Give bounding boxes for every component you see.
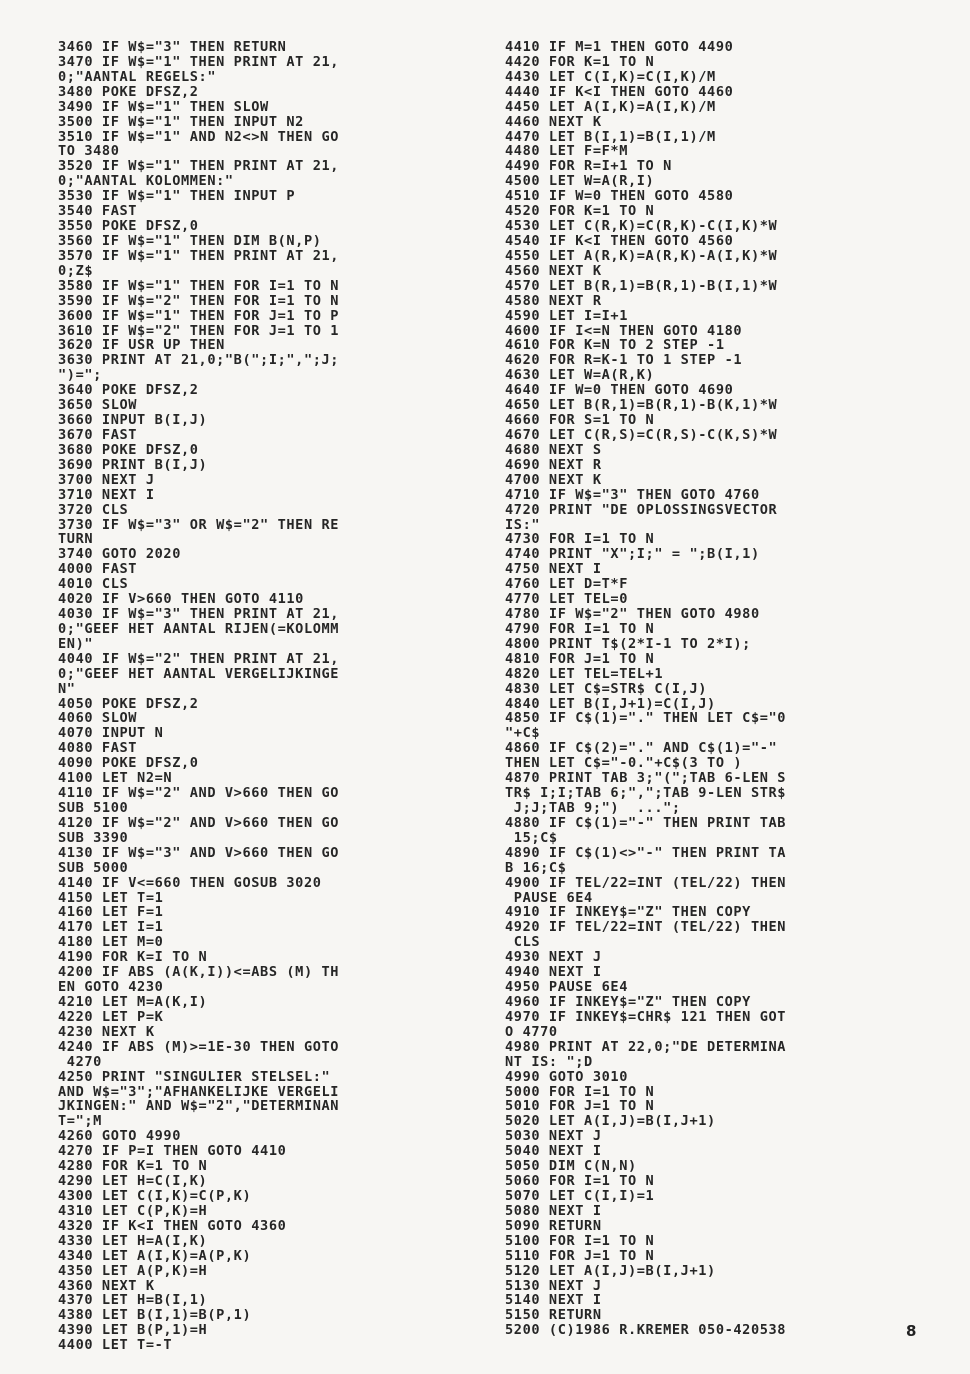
code-line: 3590 IF W$="2" THEN FOR I=1 TO N [58, 292, 340, 309]
code-line: 4790 FOR I=1 TO N [505, 620, 655, 637]
code-line: 4600 IF I<=N THEN GOTO 4180 [505, 322, 743, 339]
code-line: 4830 LET C$=STR$ C(I,J) [505, 680, 708, 697]
code-line: 4020 IF V>660 THEN GOTO 4110 [58, 591, 304, 608]
code-line: 4740 PRINT "X";I;" = ";B(I,1) [505, 546, 760, 563]
code-line: 4440 IF K<I THEN GOTO 4460 [505, 83, 734, 100]
code-line: 5130 NEXT J [505, 1277, 602, 1294]
code-line: 4640 IF W=0 THEN GOTO 4690 [505, 382, 734, 399]
code-line: 3670 FAST [58, 426, 138, 443]
code-line: JKINGEN:" AND W$="2","DETERMINAN [58, 1098, 340, 1115]
code-line: 0;Z$ [58, 262, 94, 279]
code-line: 4200 IF ABS (A(K,I))<=ABS (M) TH [58, 964, 340, 981]
code-line: 4420 FOR K=1 TO N [505, 53, 655, 70]
code-line: 4710 IF W$="3" THEN GOTO 4760 [505, 486, 760, 503]
code-line: 4120 IF W$="2" AND V>660 THEN GO [58, 814, 340, 831]
code-line: 4980 PRINT AT 22,0;"DE DETERMINA [505, 1038, 787, 1055]
code-line: 4930 NEXT J [505, 949, 602, 966]
code-line: 4550 LET A(R,K)=A(R,K)-A(I,K)*W [505, 247, 778, 264]
code-line: 4840 LET B(I,J+1)=C(I,J) [505, 695, 716, 712]
code-line: 0;"GEEF HET AANTAL RIJEN(=KOLOMM [58, 620, 340, 637]
code-line: 3740 GOTO 2020 [58, 546, 181, 563]
code-line: N" [58, 680, 76, 697]
code-line: 5140 NEXT I [505, 1292, 602, 1309]
code-line: 4070 INPUT N [58, 725, 164, 742]
code-line: 4090 POKE DFSZ,0 [58, 755, 199, 772]
code-line: 5070 LET C(I,I)=1 [505, 1187, 655, 1204]
code-line: 4390 LET B(P,1)=H [58, 1322, 208, 1339]
code-line: 4770 LET TEL=0 [505, 591, 628, 608]
code-line: 4030 IF W$="3" THEN PRINT AT 21, [58, 606, 340, 623]
code-line: NT IS: ";D [505, 1053, 593, 1070]
code-line: 4670 LET C(R,S)=C(R,S)-C(K,S)*W [505, 426, 778, 443]
code-line: THEN LET C$="-0."+C$(3 TO ) [505, 755, 743, 772]
code-line: 5060 FOR I=1 TO N [505, 1173, 655, 1190]
code-line: 3700 NEXT J [58, 471, 155, 488]
code-line: PAUSE 6E4 [505, 889, 593, 906]
code-line: T=";M [58, 1113, 102, 1130]
code-line: 3530 IF W$="1" THEN INPUT P [58, 188, 296, 205]
code-line: 3510 IF W$="1" AND N2<>N THEN GO [58, 128, 340, 145]
code-line: TURN [58, 531, 94, 548]
code-line: 4590 LET I=I+1 [505, 307, 628, 324]
code-line: 4180 LET M=0 [58, 934, 164, 951]
code-line: 4480 LET F=F*M [505, 143, 628, 160]
code-line: 4450 LET A(I,K)=A(I,K)/M [505, 98, 716, 115]
code-line: 3630 PRINT AT 21,0;"B(";I;",";J; [58, 352, 340, 369]
code-line: 4580 NEXT R [505, 292, 602, 309]
code-line: 4320 IF K<I THEN GOTO 4360 [58, 1217, 287, 1234]
code-line: AND W$="3";"AFHANKELIJKE VERGELI [58, 1083, 340, 1100]
code-line: 4690 NEXT R [505, 456, 602, 473]
code-line: 4470 LET B(I,1)=B(I,1)/M [505, 128, 716, 145]
code-line: 15;C$ [505, 829, 558, 846]
code-line: J;J;TAB 9;") ..."; [505, 800, 681, 817]
code-line: TO 3480 [58, 143, 120, 160]
code-line: 4500 LET W=A(R,I) [505, 173, 655, 190]
code-line: 4060 SLOW [58, 710, 138, 727]
code-line: 4820 LET TEL=TEL+1 [505, 665, 664, 682]
code-line: 4530 LET C(R,K)=C(R,K)-C(I,K)*W [505, 218, 778, 235]
code-line: SUB 5100 [58, 800, 129, 817]
code-line: 4190 FOR K=I TO N [58, 949, 208, 966]
code-line: 3550 POKE DFSZ,0 [58, 218, 199, 235]
code-line: 4370 LET H=B(I,1) [58, 1292, 208, 1309]
code-line: 3560 IF W$="1" THEN DIM B(N,P) [58, 232, 322, 249]
code-line: 5000 FOR I=1 TO N [505, 1083, 655, 1100]
code-line: 4240 IF ABS (M)>=1E-30 THEN GOTO [58, 1038, 340, 1055]
code-line: 4270 [58, 1053, 102, 1070]
code-line: CLS [505, 934, 541, 951]
code-line: 4750 NEXT I [505, 561, 602, 578]
code-line: 4490 FOR R=I+1 TO N [505, 158, 672, 175]
code-line: 3470 IF W$="1" THEN PRINT AT 21, [58, 53, 340, 70]
code-line: 4280 FOR K=1 TO N [58, 1158, 208, 1175]
code-line: 0;"GEEF HET AANTAL VERGELIJKINGE [58, 665, 340, 682]
code-line: 4270 IF P=I THEN GOTO 4410 [58, 1143, 287, 1160]
code-line: 0;"AANTAL KOLOMMEN:" [58, 173, 234, 190]
code-line: 4680 NEXT S [505, 441, 602, 458]
code-line: 5090 RETURN [505, 1217, 602, 1234]
code-line: 4220 LET P=K [58, 1008, 164, 1025]
code-line: 4720 PRINT "DE OPLOSSINGSVECTOR [505, 501, 778, 518]
code-line: 4700 NEXT K [505, 471, 602, 488]
code-line: 3620 IF USR UP THEN [58, 337, 225, 354]
code-line: 5020 LET A(I,J)=B(I,J+1) [505, 1113, 716, 1130]
code-line: O 4770 [505, 1023, 558, 1040]
code-line: 5050 DIM C(N,N) [505, 1158, 637, 1175]
code-line: 4040 IF W$="2" THEN PRINT AT 21, [58, 650, 340, 667]
code-line: 3680 POKE DFSZ,0 [58, 441, 199, 458]
code-line: 3580 IF W$="1" THEN FOR I=1 TO N [58, 277, 340, 294]
code-line: 4250 PRINT "SINGULIER STELSEL:" [58, 1068, 331, 1085]
code-line: 4410 IF M=1 THEN GOTO 4490 [505, 39, 734, 55]
code-line: 5110 FOR J=1 TO N [505, 1247, 655, 1264]
code-line: 3610 IF W$="2" THEN FOR J=1 TO 1 [58, 322, 340, 339]
listing-column-right [505, 40, 905, 1338]
code-line: 4290 LET H=C(I,K) [58, 1173, 208, 1190]
code-line: 4150 LET T=1 [58, 889, 164, 906]
code-line: 3600 IF W$="1" THEN FOR J=1 TO P [58, 307, 340, 324]
code-line: 3660 INPUT B(I,J) [58, 412, 208, 429]
code-line: 4760 LET D=T*F [505, 576, 628, 593]
code-line: 4910 IF INKEY$="Z" THEN COPY [505, 904, 751, 921]
code-line: 3460 IF W$="3" THEN RETURN [58, 39, 287, 55]
code-line: 3650 SLOW [58, 397, 138, 414]
code-line: TR$ I;I;TAB 6;",";TAB 9-LEN STR$ [505, 785, 787, 802]
code-line: 4560 NEXT K [505, 262, 602, 279]
code-line: 4460 NEXT K [505, 113, 602, 130]
code-line: 4000 FAST [58, 561, 138, 578]
code-line: 4800 PRINT T$(2*I-1 TO 2*I); [505, 635, 751, 652]
code-line: 4630 LET W=A(R,K) [505, 367, 655, 384]
code-line: 5010 FOR J=1 TO N [505, 1098, 655, 1115]
code-line: 3710 NEXT I [58, 486, 155, 503]
page-number: 8 [906, 1322, 917, 1340]
code-line: 3520 IF W$="1" THEN PRINT AT 21, [58, 158, 340, 175]
code-line: 4010 CLS [58, 576, 129, 593]
code-line: 4080 FAST [58, 740, 138, 757]
code-line: 3500 IF W$="1" THEN INPUT N2 [58, 113, 304, 130]
code-line: 5120 LET A(I,J)=B(I,J+1) [505, 1262, 716, 1279]
code-line: 3720 CLS [58, 501, 129, 518]
code-line: 4130 IF W$="3" AND V>660 THEN GO [58, 844, 340, 861]
code-line: 4310 LET C(P,K)=H [58, 1202, 208, 1219]
code-line: 5080 NEXT I [505, 1202, 602, 1219]
code-line: 4990 GOTO 3010 [505, 1068, 628, 1085]
code-line: 4920 IF TEL/22=INT (TEL/22) THEN [505, 919, 787, 936]
code-line: 4870 PRINT TAB 3;"(";TAB 6-LEN S [505, 770, 787, 787]
code-line: 4100 LET N2=N [58, 770, 173, 787]
code-line: 3690 PRINT B(I,J) [58, 456, 208, 473]
code-line: 3730 IF W$="3" OR W$="2" THEN RE [58, 516, 340, 533]
code-line: ")="; [58, 367, 102, 384]
code-line: 4970 IF INKEY$=CHR$ 121 THEN GOT [505, 1008, 787, 1025]
code-line: 4400 LET T=-T [58, 1337, 173, 1354]
code-line: 4260 GOTO 4990 [58, 1128, 181, 1145]
code-line: 4940 NEXT I [505, 964, 602, 981]
code-line: 4140 IF V<=660 THEN GOSUB 3020 [58, 874, 322, 891]
code-line: 4330 LET H=A(I,K) [58, 1232, 208, 1249]
code-line: 4380 LET B(I,1)=B(P,1) [58, 1307, 252, 1324]
code-line: 4170 LET I=1 [58, 919, 164, 936]
code-line: 5150 RETURN [505, 1307, 602, 1324]
code-line: 4510 IF W=0 THEN GOTO 4580 [505, 188, 734, 205]
code-line: 3490 IF W$="1" THEN SLOW [58, 98, 269, 115]
code-line: EN GOTO 4230 [58, 979, 164, 996]
code-line: "+C$ [505, 725, 541, 742]
code-line: 4880 IF C$(1)="-" THEN PRINT TAB [505, 814, 787, 831]
code-line: 4730 FOR I=1 TO N [505, 531, 655, 548]
code-line: 4340 LET A(I,K)=A(P,K) [58, 1247, 252, 1264]
code-line: 3640 POKE DFSZ,2 [58, 382, 199, 399]
code-line: 4520 FOR K=1 TO N [505, 203, 655, 220]
code-line: 3570 IF W$="1" THEN PRINT AT 21, [58, 247, 340, 264]
code-line: 4860 IF C$(2)="." AND C$(1)="-" [505, 740, 778, 757]
code-line: 4620 FOR R=K-1 TO 1 STEP -1 [505, 352, 743, 369]
code-line: 4660 FOR S=1 TO N [505, 412, 655, 429]
code-line: 4430 LET C(I,K)=C(I,K)/M [505, 68, 716, 85]
code-line: 4110 IF W$="2" AND V>660 THEN GO [58, 785, 340, 802]
code-line: 5100 FOR I=1 TO N [505, 1232, 655, 1249]
code-line: 4300 LET C(I,K)=C(P,K) [58, 1187, 252, 1204]
code-line: 4850 IF C$(1)="." THEN LET C$="0 [505, 710, 787, 727]
code-line: 4900 IF TEL/22=INT (TEL/22) THEN [505, 874, 787, 891]
code-line: SUB 5000 [58, 859, 129, 876]
code-line: 4960 IF INKEY$="Z" THEN COPY [505, 994, 751, 1010]
code-line: 4160 LET F=1 [58, 904, 164, 921]
listing-column-left [58, 40, 448, 1353]
code-line: SUB 3390 [58, 829, 129, 846]
code-line: 4950 PAUSE 6E4 [505, 979, 628, 996]
code-line: 4810 FOR J=1 TO N [505, 650, 655, 667]
code-line: IS:" [505, 516, 541, 533]
code-line: 4230 NEXT K [58, 1023, 155, 1040]
code-line: 4650 LET B(R,1)=B(R,1)-B(K,1)*W [505, 397, 778, 414]
code-line: 4210 LET M=A(K,I) [58, 994, 208, 1010]
code-line: 4570 LET B(R,1)=B(R,1)-B(I,1)*W [505, 277, 778, 294]
code-line: 4050 POKE DFSZ,2 [58, 695, 199, 712]
code-line: 0;"AANTAL REGELS:" [58, 68, 217, 85]
code-line: EN)" [58, 635, 94, 652]
code-line: 5040 NEXT I [505, 1143, 602, 1160]
code-line: 4610 FOR K=N TO 2 STEP -1 [505, 337, 725, 354]
code-line: 3540 FAST [58, 203, 138, 220]
code-line: 4350 LET A(P,K)=H [58, 1262, 208, 1279]
code-line: 5030 NEXT J [505, 1128, 602, 1145]
code-line: 4540 IF K<I THEN GOTO 4560 [505, 232, 734, 249]
code-line: 5200 (C)1986 R.KREMER 050-420538 [505, 1322, 787, 1339]
code-line: 3480 POKE DFSZ,2 [58, 83, 199, 100]
code-line: 4890 IF C$(1)<>"-" THEN PRINT TA [505, 844, 787, 861]
code-line: B 16;C$ [505, 859, 567, 876]
code-line: 4360 NEXT K [58, 1277, 155, 1294]
code-line: 4780 IF W$="2" THEN GOTO 4980 [505, 606, 760, 623]
